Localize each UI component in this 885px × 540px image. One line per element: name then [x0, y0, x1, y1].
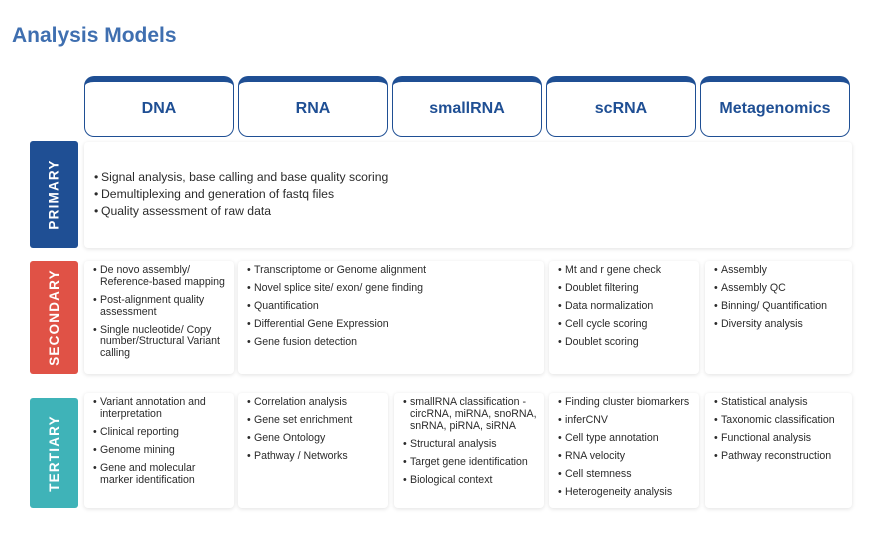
- row-label-primary: [30, 141, 78, 248]
- list-item: • inferCNV: [558, 415, 695, 427]
- list-item: • Data normalization: [558, 301, 695, 313]
- list-item: • Structural analysis: [403, 439, 540, 451]
- list-item: • Cell stemness: [558, 469, 695, 481]
- list-item: • Genome mining: [93, 445, 230, 457]
- list-item: • Gene Ontology: [247, 433, 384, 445]
- list-item: • Target gene identification: [403, 457, 540, 469]
- list-item: • Doublet filtering: [558, 283, 695, 295]
- list-item: • Pathway / Networks: [247, 451, 384, 463]
- list-item: • Gene fusion detection: [247, 337, 540, 349]
- cell-secondary-scrna: [549, 261, 699, 374]
- column-header-smallrna: smallRNA: [392, 76, 542, 137]
- list-item: • Cell cycle scoring: [558, 319, 695, 331]
- cell-tertiary-dna: [84, 393, 234, 508]
- cell-tertiary-metagenomics: [705, 393, 852, 508]
- column-header-metagenomics: Metagenomics: [700, 76, 850, 137]
- row-label-tertiary-text: TERTIARY: [46, 414, 62, 492]
- row-label-primary-text: PRIMARY: [46, 159, 62, 230]
- row-label-tertiary: [30, 398, 78, 508]
- list-item: • Single nucleotide/ Copy number/Structural Variant calling: [93, 325, 230, 360]
- list-item: • Novel splice site/ exon/ gene finding: [247, 283, 540, 295]
- list-item: • Gene set enrichment: [247, 415, 384, 427]
- list-item: • Statistical analysis: [714, 397, 848, 409]
- list-item: • Correlation analysis: [247, 397, 384, 409]
- list-item: • Binning/ Quantification: [714, 301, 848, 313]
- column-header-rna: RNA: [238, 76, 388, 137]
- list-item: • Quality assessment of raw data: [94, 203, 852, 220]
- list-item: • Quantification: [247, 301, 540, 313]
- list-item: • Post-alignment quality assessment: [93, 295, 230, 319]
- list-item: • Diversity analysis: [714, 319, 848, 331]
- list-item: • Mt and r gene check: [558, 265, 695, 277]
- list-item: • Cell type annotation: [558, 433, 695, 445]
- cell-tertiary-smallrna: [394, 393, 544, 508]
- row-label-secondary: [30, 261, 78, 374]
- cell-tertiary-scrna: [549, 393, 699, 508]
- column-header-dna: DNA: [84, 76, 234, 137]
- list-item: • Assembly: [714, 265, 848, 277]
- cell-secondary-metagenomics: [705, 261, 852, 374]
- cell-secondary-rna-smallrna: [238, 261, 544, 374]
- list-item: • Heterogeneity analysis: [558, 487, 695, 499]
- list-item: • Biological context: [403, 475, 540, 487]
- list-item: • Assembly QC: [714, 283, 848, 295]
- list-item: • Transcriptome or Genome alignment: [247, 265, 540, 277]
- list-item: • smallRNA classification - circRNA, miRNA, snoRNA, snRNA, piRNA, siRNA: [403, 397, 540, 432]
- cell-tertiary-rna: [238, 393, 388, 508]
- list-item: • Gene and molecular marker identification: [93, 463, 230, 487]
- list-item: • Doublet scoring: [558, 337, 695, 349]
- list-item: • De novo assembly/ Reference-based mapping: [93, 265, 230, 289]
- list-item: • Signal analysis, base calling and base quality scoring: [94, 169, 852, 186]
- cell-secondary-dna: [84, 261, 234, 374]
- cell-primary-all: [84, 142, 852, 248]
- list-item: • Finding cluster biomarkers: [558, 397, 695, 409]
- list-item: • Clinical reporting: [93, 427, 230, 439]
- column-header-scrna: scRNA: [546, 76, 696, 137]
- row-label-secondary-text: SECONDARY: [46, 269, 62, 366]
- list-item: • Pathway reconstruction: [714, 451, 848, 463]
- list-item: • Demultiplexing and generation of fastq files: [94, 186, 852, 203]
- list-item: • Functional analysis: [714, 433, 848, 445]
- list-item: • Taxonomic classification: [714, 415, 848, 427]
- list-item: • RNA velocity: [558, 451, 695, 463]
- list-item: • Differential Gene Expression: [247, 319, 540, 331]
- page-title: Analysis Models: [12, 24, 177, 47]
- list-item: • Variant annotation and interpretation: [93, 397, 230, 421]
